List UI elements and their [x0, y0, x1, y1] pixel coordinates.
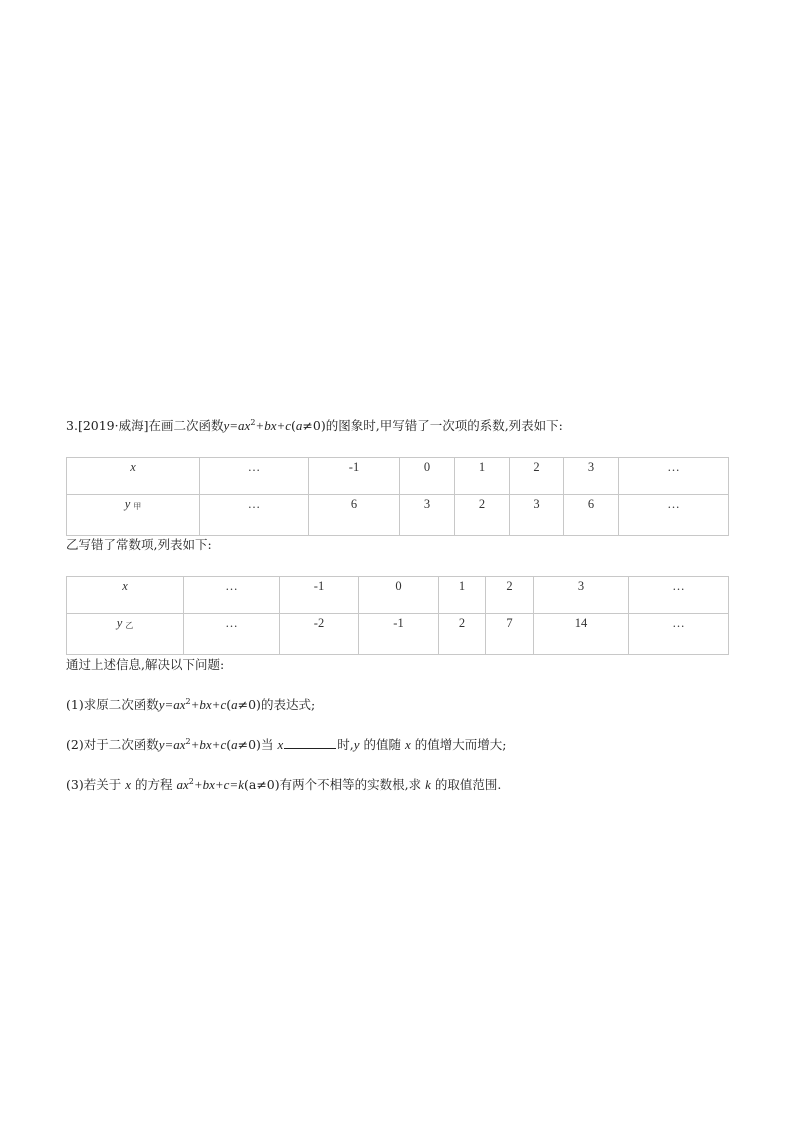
formula-square: 2	[185, 697, 191, 706]
formula-eq-ax: =ax	[164, 697, 186, 712]
table-jia	[66, 457, 729, 536]
formula-a: a	[231, 697, 238, 712]
q2-x: x	[277, 737, 284, 752]
formula-square: 2	[185, 737, 191, 746]
q1-prefix: (1)求原二次函数	[66, 697, 159, 712]
q3-eq: ax	[176, 777, 189, 792]
q2-tail-b: 的值增大而增大;	[414, 737, 507, 752]
table-cell: -1	[359, 614, 439, 655]
q2-x2: x	[404, 737, 411, 752]
q3-square: 2	[188, 777, 194, 786]
formula-a: a	[231, 737, 238, 752]
intro-text-a: 在画二次函数	[148, 418, 224, 433]
formula-y: y	[158, 697, 165, 712]
table-cell: 7	[486, 614, 534, 655]
intro-text-b: 的图象时,甲写错了一次项的系数,列表如下:	[325, 418, 563, 433]
formula-square: 2	[250, 418, 256, 427]
formula-ne0: ≠0)	[237, 697, 261, 712]
formula-bx-c: +bx+c	[190, 737, 227, 752]
table-cell: …	[200, 458, 309, 495]
table-cell: 1	[455, 458, 510, 495]
q3-tail: 的取值范围.	[434, 777, 502, 792]
question-1	[66, 697, 315, 713]
table-cell: …	[184, 577, 280, 614]
table-cell: 1	[439, 577, 486, 614]
table-cell: -1	[309, 458, 400, 495]
table-jia-header-y: y甲	[67, 495, 200, 536]
q3-mid2: 有两个不相等的实数根,求	[279, 777, 422, 792]
formula-cond-open: (	[226, 697, 232, 712]
table-cell: …	[184, 614, 280, 655]
table-cell: 0	[400, 458, 455, 495]
formula-cond-open: (	[291, 418, 296, 433]
formula-a: a	[295, 418, 303, 433]
q2-y: y	[353, 737, 360, 752]
q3-k: k	[425, 777, 431, 792]
q3-cond: (a≠0)	[243, 777, 280, 792]
table-cell: 6	[564, 495, 619, 536]
table-jia-row-x	[67, 458, 729, 495]
table-cell: -2	[280, 614, 359, 655]
table-cell: 3	[564, 458, 619, 495]
q2-prefix: (2)对于二次函数	[66, 737, 159, 752]
formula-cond-open: (	[226, 737, 232, 752]
question-2	[66, 737, 506, 753]
q3-eq-b: +bx+c=k	[193, 777, 244, 792]
problem-number: 3.	[66, 418, 78, 433]
table-cell: 3	[510, 495, 564, 536]
formula-y: y	[223, 418, 230, 433]
q3-mid: 的方程	[134, 777, 173, 792]
q2-mid: 当	[260, 737, 274, 752]
formula-bx-c: +bx+c	[255, 418, 292, 433]
table-cell: 2	[510, 458, 564, 495]
q2-after-blank: 时,	[337, 737, 354, 752]
table-yi-row-x	[67, 577, 729, 614]
second-intro: 乙写错了常数项,列表如下:	[66, 537, 212, 552]
formula-eq-ax: =ax	[229, 418, 251, 433]
table-yi-header-x: x	[67, 577, 184, 614]
formula-ne0: ≠0)	[237, 737, 261, 752]
q3-x: x	[125, 777, 131, 792]
question-3	[66, 777, 501, 793]
table-cell: …	[619, 458, 729, 495]
table-yi	[66, 576, 729, 655]
q1-suffix: 的表达式;	[260, 697, 316, 712]
table-cell: 2	[486, 577, 534, 614]
table-cell: 0	[359, 577, 439, 614]
problem-source: [2019·威海]	[77, 418, 149, 433]
answer-blank[interactable]	[284, 737, 336, 749]
formula-y: y	[158, 737, 165, 752]
table-cell: 2	[455, 495, 510, 536]
table-cell: …	[629, 577, 729, 614]
table-cell: 14	[534, 614, 629, 655]
formula-eq-ax: =ax	[164, 737, 186, 752]
table-cell: …	[200, 495, 309, 536]
table-yi-row-y	[67, 614, 729, 655]
table-cell: …	[619, 495, 729, 536]
formula-bx-c: +bx+c	[190, 697, 227, 712]
formula-ne0: ≠0)	[302, 418, 326, 433]
q3-prefix: (3)若关于	[66, 777, 122, 792]
table-cell: 2	[439, 614, 486, 655]
q2-tail-a: 的值随	[363, 737, 401, 752]
table-cell: -1	[280, 577, 359, 614]
table-yi-header-y: y乙	[67, 614, 184, 655]
table-cell: …	[629, 614, 729, 655]
transition-text: 通过上述信息,解决以下问题:	[66, 657, 225, 672]
table-cell: 6	[309, 495, 400, 536]
table-cell: 3	[400, 495, 455, 536]
table-jia-header-x: x	[67, 458, 200, 495]
problem-intro	[66, 418, 563, 434]
table-cell: 3	[534, 577, 629, 614]
table-jia-row-y	[67, 495, 729, 536]
